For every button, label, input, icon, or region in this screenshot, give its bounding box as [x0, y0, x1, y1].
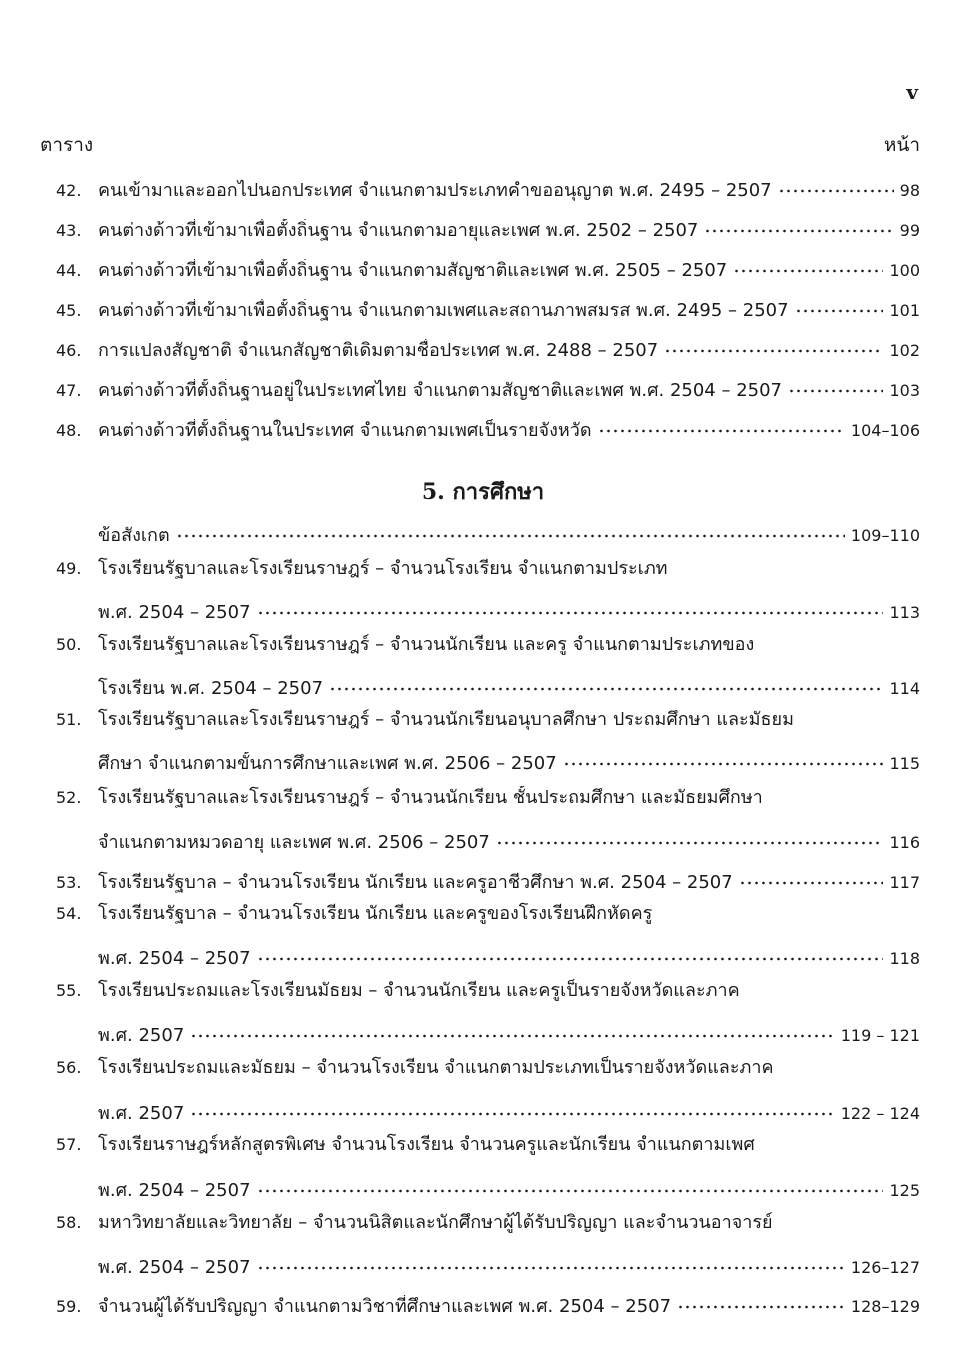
entry-number: 47.: [56, 381, 82, 400]
dot-leader: [563, 745, 884, 769]
column-header-table: ตาราง: [40, 134, 94, 156]
dot-leader: [176, 517, 845, 541]
entry-number: 57.: [56, 1135, 82, 1154]
dot-leader: [257, 1172, 884, 1196]
entry-page: 100: [889, 261, 920, 280]
toc-entry-58: [56, 1211, 920, 1235]
dot-leader: [329, 670, 883, 694]
entry-page: 119 – 121: [840, 1026, 920, 1045]
entry-title: โรงเรียนประถมและโรงเรียนมัธยม – จำนวนนักเรียน และครูเป็นรายจังหวัดและภาค: [98, 980, 740, 1001]
entry-title: คนต่างด้าวที่เข้ามาเพื่อตั้งถิ่นฐาน จำแนกตามสัญชาติและเพศ พ.ศ. 2505 – 2507: [98, 260, 728, 281]
toc-entry-49-cont: [98, 594, 920, 625]
dot-leader: [704, 212, 893, 236]
entry-title: โรงเรียนรัฐบาลและโรงเรียนราษฎร์ – จำนวนนักเรียน ชั้นประถมศึกษา และมัธยมศึกษา: [98, 787, 763, 808]
toc-entry-58-cont: [98, 1249, 920, 1280]
entry-number: 55.: [56, 981, 82, 1000]
toc-entry-53: [56, 864, 920, 895]
dot-leader: [788, 372, 883, 396]
entry-title: จำนวนผู้ได้รับปริญญา จำแนกตามวิชาที่ศึกษาและเพศ พ.ศ. 2504 – 2507: [98, 1296, 672, 1317]
entry-title-cont: โรงเรียน พ.ศ. 2504 – 2507: [98, 678, 324, 699]
entry-page: 104–106: [850, 421, 920, 440]
toc-entry-54-cont: [98, 940, 920, 971]
entry-page: 126–127: [850, 1258, 920, 1277]
toc-entry-56: [56, 1056, 920, 1080]
entry-title: โรงเรียนรัฐบาลและโรงเรียนราษฎร์ – จำนวนนักเรียน และครู จำแนกตามประเภทของ: [98, 634, 755, 655]
entry-title: คนต่างด้าวที่ตั้งถิ่นฐานในประเทศ จำแนกตามเพศเป็นรายจังหวัด: [98, 420, 592, 441]
entry-title-cont: ศึกษา จำแนกตามขั้นการศึกษาและเพศ พ.ศ. 2506 – 2507: [98, 753, 557, 774]
entry-title: ข้อสังเกต: [98, 525, 170, 546]
dot-leader: [778, 172, 894, 196]
toc-entry-57: [56, 1133, 920, 1157]
entry-title-cont: พ.ศ. 2504 – 2507: [98, 602, 251, 623]
entry-page: 102: [889, 341, 920, 360]
dot-leader: [257, 594, 884, 618]
toc-entry-42: [56, 172, 920, 203]
entry-title: โรงเรียนรัฐบาลและโรงเรียนราษฎร์ – จำนวนนักเรียนอนุบาลศึกษา ประถมศึกษา และมัธยม: [98, 709, 794, 730]
entry-title-cont: พ.ศ. 2507: [98, 1103, 185, 1124]
entry-page: 128–129: [850, 1297, 920, 1316]
toc-entry-49: [56, 557, 920, 581]
entry-title-cont: จำแนกตามหมวดอายุ และเพศ พ.ศ. 2506 – 2507: [98, 832, 490, 853]
dot-leader: [257, 940, 884, 964]
entry-number: 53.: [56, 873, 82, 892]
entry-number: 56.: [56, 1058, 82, 1077]
section-heading: 5. การศึกษา: [421, 479, 545, 505]
toc-entry-48: [56, 412, 920, 443]
toc-entry-46: [56, 332, 920, 363]
entry-number: 45.: [56, 301, 82, 320]
entry-number: 58.: [56, 1213, 82, 1232]
page-number: v: [906, 80, 918, 104]
entry-number: 46.: [56, 341, 82, 360]
entry-title: คนเข้ามาและออกไปนอกประเทศ จำแนกตามประเภทคำขออนุญาต พ.ศ. 2495 – 2507: [98, 180, 772, 201]
toc-entry-50: [56, 633, 920, 657]
toc-entry-52-cont: [98, 824, 920, 855]
entry-title: โรงเรียนรัฐบาล – จำนวนโรงเรียน นักเรียน และครูอาชีวศึกษา พ.ศ. 2504 – 2507: [98, 872, 733, 893]
entry-page: 125: [889, 1181, 920, 1200]
entry-title: โรงเรียนรัฐบาล – จำนวนโรงเรียน นักเรียน และครูของโรงเรียนฝึกหัดครู: [98, 903, 653, 924]
entry-page: 118: [889, 949, 920, 968]
toc-entry-51: [56, 708, 920, 732]
column-header-page: หน้า: [883, 134, 920, 156]
entry-page: 103: [889, 381, 920, 400]
toc-entry-44: [56, 252, 920, 283]
entry-page: 122 – 124: [840, 1104, 920, 1123]
dot-leader: [190, 1017, 834, 1041]
toc-entry-50-cont: [98, 670, 920, 701]
entry-title: โรงเรียนราษฎร์หลักสูตรพิเศษ จำนวนโรงเรียน จำนวนครูและนักเรียน จำแนกตามเพศ: [98, 1134, 755, 1155]
dot-leader: [795, 292, 884, 316]
entry-page: 99: [899, 221, 920, 240]
dot-leader: [257, 1249, 845, 1273]
entry-page: 109–110: [850, 526, 920, 545]
toc-entry-45: [56, 292, 920, 323]
entry-number: 52.: [56, 788, 82, 807]
entry-title: คนต่างด้าวที่ตั้งถิ่นฐานอยู่ในประเทศไทย จำแนกตามสัญชาติและเพศ พ.ศ. 2504 – 2507: [98, 380, 783, 401]
dot-leader: [733, 252, 883, 276]
entry-title: โรงเรียนรัฐบาลและโรงเรียนราษฎร์ – จำนวนโรงเรียน จำแนกตามประเภท: [98, 558, 668, 579]
entry-number: 49.: [56, 559, 82, 578]
entry-title: คนต่างด้าวที่เข้ามาเพื่อตั้งถิ่นฐาน จำแนกตามอายุและเพศ พ.ศ. 2502 – 2507: [98, 220, 699, 241]
entry-page: 115: [889, 754, 920, 773]
toc-entry-51-cont: [98, 745, 920, 776]
toc-entry-notes: [98, 517, 920, 548]
toc-entry-56-cont: [98, 1095, 920, 1126]
toc-entry-57-cont: [98, 1172, 920, 1203]
toc-entry-47: [56, 372, 920, 403]
dot-leader: [496, 824, 884, 848]
entry-number: 51.: [56, 710, 82, 729]
entry-title-cont: พ.ศ. 2507: [98, 1025, 185, 1046]
entry-page: 113: [889, 603, 920, 622]
toc-entry-55: [56, 979, 920, 1003]
entry-number: 44.: [56, 261, 82, 280]
dot-leader: [739, 864, 884, 888]
toc-entry-55-cont: [98, 1017, 920, 1048]
dot-leader: [677, 1288, 845, 1312]
toc-entry-52: [56, 786, 920, 810]
dot-leader: [664, 332, 883, 356]
entry-number: 43.: [56, 221, 82, 240]
entry-number: 59.: [56, 1297, 82, 1316]
entry-title-cont: พ.ศ. 2504 – 2507: [98, 948, 251, 969]
entry-page: 114: [889, 679, 920, 698]
entry-title: การแปลงสัญชาติ จำแนกสัญชาติเดิมตามชื่อประเทศ พ.ศ. 2488 – 2507: [98, 340, 659, 361]
dot-leader: [190, 1095, 834, 1119]
entry-title: มหาวิทยาลัยและวิทยาลัย – จำนวนนิสิตและนักศึกษาผู้ได้รับปริญญา และจำนวนอาจารย์: [98, 1212, 773, 1233]
toc-entry-59: [56, 1288, 920, 1319]
entry-page: 117: [889, 873, 920, 892]
dot-leader: [598, 412, 845, 436]
entry-number: 50.: [56, 635, 82, 654]
entry-page: 101: [889, 301, 920, 320]
toc-entry-43: [56, 212, 920, 243]
entry-number: 42.: [56, 181, 82, 200]
toc-entry-54: [56, 902, 920, 926]
entry-title-cont: พ.ศ. 2504 – 2507: [98, 1180, 251, 1201]
entry-page: 116: [889, 833, 920, 852]
entry-title-cont: พ.ศ. 2504 – 2507: [98, 1257, 251, 1278]
entry-number: 48.: [56, 421, 82, 440]
entry-number: 54.: [56, 904, 82, 923]
entry-page: 98: [899, 181, 920, 200]
entry-title: โรงเรียนประถมและมัธยม – จำนวนโรงเรียน จำแนกตามประเภทเป็นรายจังหวัดและภาค: [98, 1057, 774, 1078]
entry-title: คนต่างด้าวที่เข้ามาเพื่อตั้งถิ่นฐาน จำแนกตามเพศและสถานภาพสมรส พ.ศ. 2495 – 2507: [98, 300, 789, 321]
